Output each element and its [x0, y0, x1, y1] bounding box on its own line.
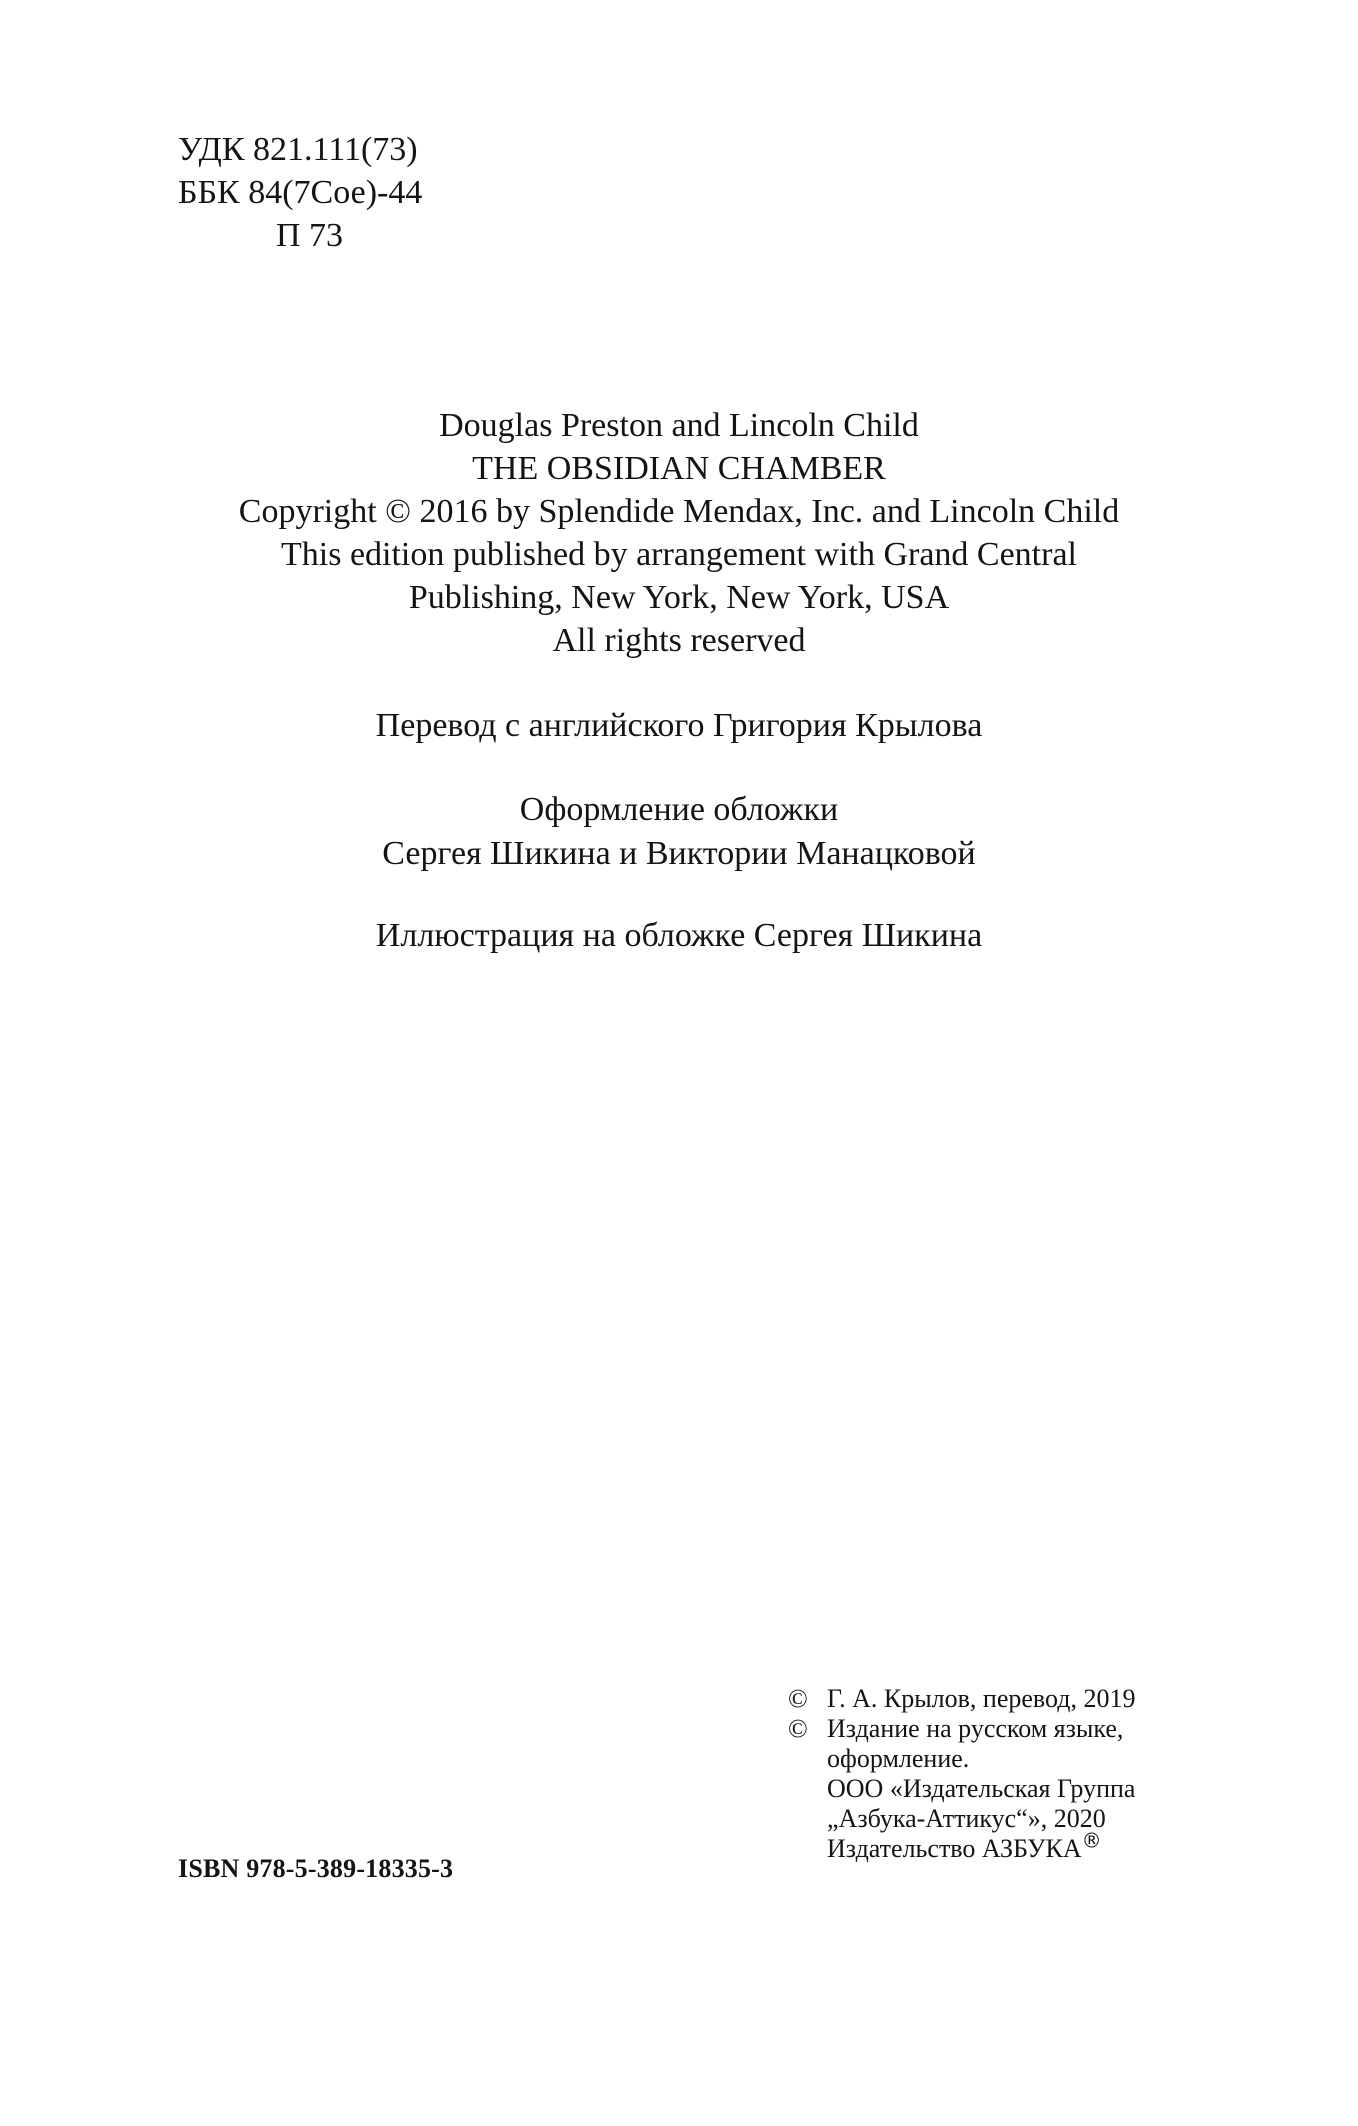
catalog-codes [178, 128, 422, 257]
edition-copyright-line: „Азбука-Аттикус“», 2020 [827, 1804, 1106, 1833]
edition-copyright-entry [788, 1714, 1228, 1864]
cover-design-credit [0, 788, 1358, 876]
publisher-line [827, 1828, 1228, 1864]
edition-notice-line-2: Publishing, New York, New York, USA [408, 579, 950, 616]
edition-copyright-line: оформление. [827, 1744, 970, 1773]
cover-design-line-2: Сергея Шикина и Виктории Манацковой [382, 835, 976, 872]
isbn-number: ISBN 978-5-389-18335-3 [178, 1854, 454, 1883]
illustration-credit [0, 914, 1358, 957]
original-authors: Douglas Preston and Lincoln Child [439, 407, 919, 444]
edition-copyright-line: ООО «Издательская Группа [827, 1774, 1136, 1803]
bbk-code: ББК 84(7Сое)-44 [178, 174, 423, 211]
translation-copyright-entry [788, 1684, 1228, 1714]
translation-credit [0, 704, 1358, 747]
edition-notice-line-1: This edition published by arrangement with Grand Central [281, 536, 1077, 573]
original-rights-block [0, 404, 1358, 662]
russian-copyrights [788, 1684, 1228, 1864]
original-copyright: Copyright © 2016 by Splendide Mendax, Inc. and Lincoln Child [238, 493, 1120, 530]
registered-trademark-mark: ® [1081, 1828, 1102, 1853]
copyright-sign: © [788, 1684, 808, 1713]
translator-line: Перевод с английского Григория Крылова [375, 707, 983, 744]
translation-copyright: Г. А. Крылов, перевод, 2019 [827, 1684, 1136, 1713]
original-title: THE OBSIDIAN CHAMBER [472, 450, 886, 487]
author-mark: П 73 [276, 217, 344, 254]
rights-reserved: All rights reserved [552, 622, 806, 659]
edition-copyright-line: Издание на русском языке, [827, 1714, 1124, 1743]
udk-code: УДК 821.111(73) [178, 131, 418, 168]
copyright-sign: © [788, 1714, 808, 1743]
publisher-name: Издательство АЗБУКА [827, 1834, 1082, 1863]
illustration-line: Иллюстрация на обложке Сергея Шикина [375, 917, 983, 954]
cover-design-line-1: Оформление обложки [519, 791, 839, 828]
